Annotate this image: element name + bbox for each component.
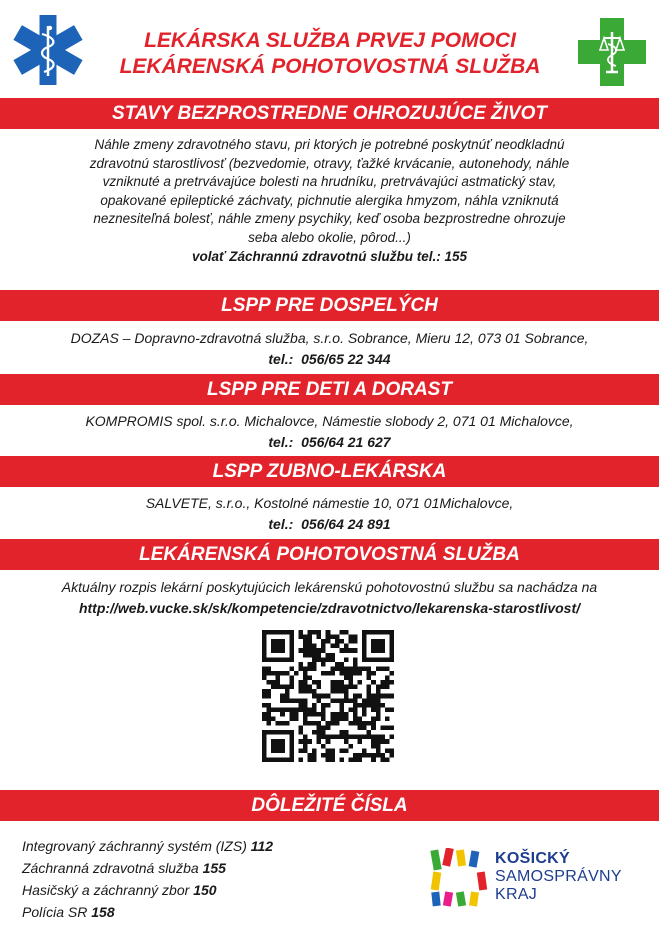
important-label: Polícia SR <box>22 904 88 920</box>
emergency-line: Náhle zmeny zdravotného stavu, pri ktorých je potrebné poskytnúť neodkladnú <box>94 137 565 152</box>
phone-label: tel.: <box>268 434 294 450</box>
important-number: 112 <box>250 838 274 854</box>
important-number: 155 <box>202 860 226 876</box>
region-logo-line-3: KRAJ <box>495 886 538 903</box>
dental-provider: SALVETE, s.r.o., Kostolné námestie 10, 071 01Michalovce, <box>145 495 514 511</box>
important-label: Hasičský a záchranný zbor <box>22 882 190 898</box>
important-label: Záchranná zdravotná služba <box>22 860 199 876</box>
emergency-line: zdravotnú starostlivosť (bezvedomie, otravy, ťažké krvácanie, autonehody, náhle <box>89 155 570 171</box>
children-entry <box>10 411 649 453</box>
qr-code[interactable] <box>262 630 394 762</box>
important-numbers-list <box>22 835 273 923</box>
children-phone: 056/64 21 627 <box>301 434 391 450</box>
adults-provider: DOZAS – Dopravno-zdravotná služba, s.r.o. Sobrance, Mieru 12, 073 01 Sobrance, <box>70 330 589 346</box>
children-provider: KOMPROMIS spol. s.r.o. Michalovce, Námestie slobody 2, 071 01 Michalovce, <box>85 413 574 429</box>
important-label: Integrovaný záchranný systém (IZS) <box>22 838 247 854</box>
region-logo-text <box>495 850 622 904</box>
section-heading-important: DÔLEŽITÉ ČÍSLA <box>0 790 659 821</box>
emergency-line: vzniknuté a pretrvávajúce bolesti na hrudníku, pretrvávajúci astmatický stav, <box>102 174 557 190</box>
section-heading-children: LSPP PRE DETI A DORAST <box>0 374 659 405</box>
adults-entry <box>10 328 649 370</box>
pharmacy-cross-icon <box>578 18 646 86</box>
region-logo-line-2: SAMOSPRÁVNY <box>495 868 622 885</box>
region-logo-mark <box>430 848 490 908</box>
section-heading-dental: LSPP ZUBNO-LEKÁRSKA <box>0 456 659 487</box>
dental-phone: 056/64 24 891 <box>301 516 391 532</box>
phone-label: tel.: <box>268 516 294 532</box>
dental-phone-row <box>10 514 649 535</box>
important-number: 150 <box>193 882 217 898</box>
children-phone-row <box>10 432 649 453</box>
pharmacy-entry <box>10 577 649 619</box>
emergency-description <box>30 136 629 266</box>
emergency-call-line: volať Záchrannú zdravotnú službu tel.: 155 <box>191 248 468 264</box>
important-item <box>22 901 273 923</box>
important-number: 158 <box>91 904 115 920</box>
emergency-line: seba alebo okolie, pôrod...) <box>248 229 411 245</box>
pharmacy-url[interactable]: http://web.vucke.sk/sk/kompetencie/zdravotnictvo/lekarenska-starostlivost/ <box>78 600 581 616</box>
emergency-line: neznesiteľná bolesť, náhle zmeny psychiky, keď osoba bezprostredne ohrozuje <box>93 211 566 227</box>
adults-phone: 056/65 22 344 <box>301 351 391 367</box>
dental-entry <box>10 493 649 535</box>
emergency-line: opakované epileptické záchvaty, pichnutie alergika hmyzom, náhla vzniknutá <box>100 192 559 208</box>
phone-label: tel.: <box>268 351 294 367</box>
region-logo-line-1: KOŠICKÝ <box>495 850 570 867</box>
page-title <box>90 28 570 80</box>
section-heading-adults: LSPP PRE DOSPELÝCH <box>0 290 659 321</box>
important-item <box>22 857 273 879</box>
title-line-1: LEKÁRSKA SLUŽBA PRVEJ POMOCI <box>144 29 516 52</box>
important-item <box>22 879 273 901</box>
adults-phone-row <box>10 349 649 370</box>
important-item <box>22 835 273 857</box>
region-logo <box>430 848 645 912</box>
section-heading-pharmacy: LEKÁRENSKÁ POHOTOVOSTNÁ SLUŽBA <box>0 539 659 570</box>
section-heading-emergency: STAVY BEZPROSTREDNE OHROZUJÚCE ŽIVOT <box>0 98 659 129</box>
star-of-life-icon <box>12 14 84 86</box>
title-line-2: LEKÁRENSKÁ POHOTOVOSTNÁ SLUŽBA <box>119 55 541 78</box>
pharmacy-text: Aktuálny rozpis lekární poskytujúcich lekárenskú pohotovostnú službu sa nachádza na <box>61 579 598 595</box>
